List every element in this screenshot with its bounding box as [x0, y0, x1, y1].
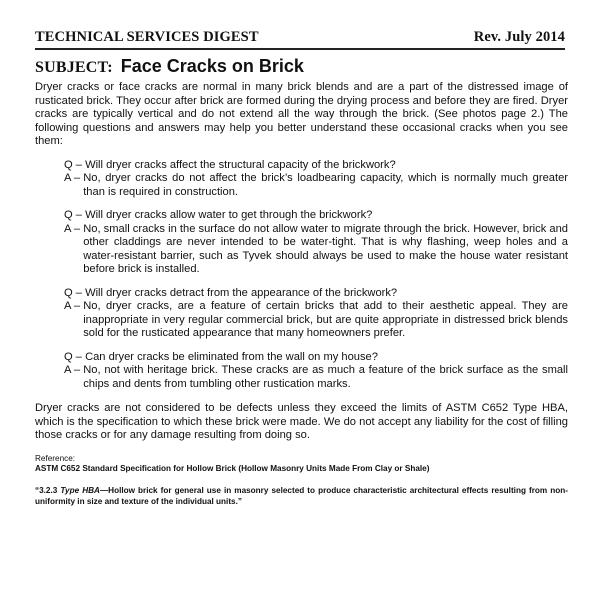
document-body — [35, 81, 568, 507]
qa-item-4 — [64, 351, 568, 392]
answer-text: No, dryer cracks, are a feature of certain bricks that add to their aesthetic appeal. They are inappropriate in very regular commercial brick, but are quite appropriate in distressed brick blends sold for the rusticated appearance that many homeowners prefer. — [83, 300, 568, 339]
qa-item-1 — [64, 159, 568, 200]
reference-block — [35, 454, 568, 475]
question-text: Can dryer cracks be eliminated from the wall on my house? — [85, 350, 378, 363]
reference-text: ASTM C652 Standard Specification for Hollow Brick (Hollow Masonry Units Made From Clay or Shale) — [35, 464, 430, 473]
qa-item-3 — [64, 287, 568, 341]
question — [64, 351, 568, 365]
answer — [64, 172, 568, 199]
answer-prefix: A – — [64, 364, 84, 376]
answer-prefix: A – — [64, 300, 84, 312]
answer-prefix: A – — [64, 172, 84, 184]
answer — [64, 300, 568, 341]
question — [64, 159, 568, 173]
answer-prefix: A – — [64, 222, 84, 235]
question-text: Will dryer cracks detract from the appearance of the brickwork? — [85, 286, 398, 299]
intro-paragraph: Dryer cracks or face cracks are normal in many brick blends and are a part of the distressed image of rusticated brick. They occur after brick are formed during the drying process and before they are fired. Dryer cracks are typically vertical and do not extend all the way through the brick. (See photos page 2.) The following questions and answers may help you better understand these occasional cracks when you see them: — [35, 81, 568, 147]
quote-open: “3.2.3 — [35, 485, 61, 495]
header-rule — [35, 48, 565, 50]
header-revision: Rev. July 2014 — [473, 29, 565, 45]
answer-text: No, not with heritage brick. These cracks are as much a feature of the brick surface as the small chips and dents from tumbling other rustication marks. — [83, 364, 568, 390]
question-prefix: Q – — [64, 350, 86, 363]
subject-line — [35, 56, 565, 77]
closing-paragraph: Dryer cracks are not considered to be defects unless they exceed the limits of ASTM C652 Type HBA, which is the specification to which these brick were made. We do not accept any liability for the cost of filling those cracks or for any damage resulting from doing so. — [35, 402, 568, 441]
subject-label: SUBJECT: — [35, 59, 113, 76]
question-prefix: Q – — [64, 286, 86, 299]
answer — [64, 223, 568, 277]
question-prefix: Q – — [64, 209, 86, 221]
question-text: Will dryer cracks affect the structural capacity of the brickwork? — [85, 158, 396, 171]
header-title: TECHNICAL SERVICES DIGEST — [35, 29, 259, 45]
answer — [64, 364, 568, 391]
reference-label: Reference: — [35, 453, 76, 463]
question-prefix: Q – — [64, 158, 86, 171]
quote-term: Type HBA — [60, 485, 100, 495]
specification-quote — [35, 485, 568, 507]
subject-title: Face Cracks on Brick — [120, 56, 304, 76]
question — [64, 287, 568, 301]
question-text: Will dryer cracks allow water to get through the brickwork? — [85, 209, 373, 221]
qa-item-2 — [64, 209, 568, 277]
answer-text: No, small cracks in the surface do not allow water to migrate through the brick. However, brick and other claddings are never intended to be water-tight. That is why flashing, weep holes and a water-resistant barrier, such as Tyvek should always be used to make the house water resistant before brick is installed. — [83, 222, 568, 275]
quote-text: —Hollow brick for general use in masonry selected to produce characteristic architectural effects resulting from non-uniformity in size and texture of the individual units.” — [35, 485, 568, 506]
digest-header — [35, 24, 565, 46]
answer-text: No, dryer cracks do not affect the brick’s loadbearing capacity, which is normally much greater than is required in construction. — [83, 172, 568, 198]
question — [64, 209, 568, 223]
